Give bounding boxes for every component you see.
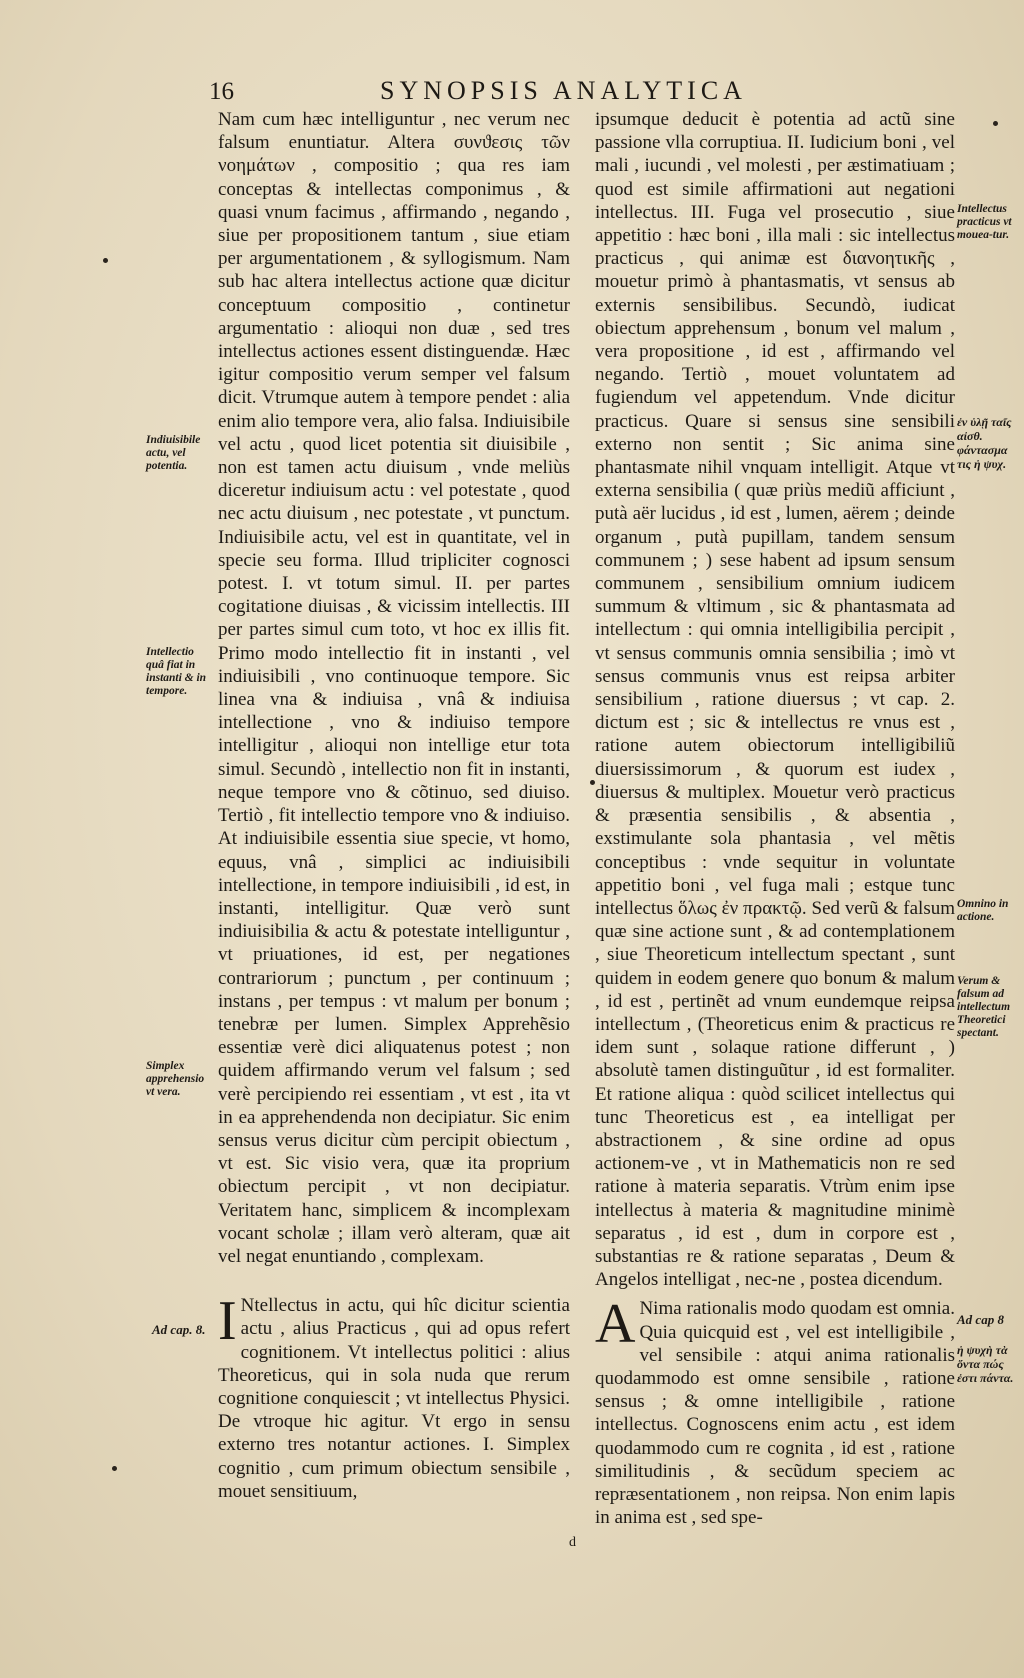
margin-note-omnino: Omnino in actione. (957, 898, 1009, 923)
left-paragraph-1: Nam cum hæc intelliguntur , nec verum nec falsum enuntiatur. Altera συνϑεσις τῶν νοημάτων , compositio ; qua res iam conceptas & intellectas componimus , & quasi vnum facimus , affirmando , negando , siue per propositionem tantum , siue etiam per argumentationem , & syllogismum. Nam sub hac altera intellectus actione quæ dicitur conceptuum compositio , continetur argumentatio : alioqui non duæ , sed tres intellectus actiones essent distinguendæ. Hæc igitur compositio verum semper vel falsum dicit. Vtrumque autem à tempore pendet : alia enim alio tempore vera, alio falsa. Indiuisibile vel actu , quod licet potentia sit diuisibile , non est tamen actu diuisum , vnde meliùs diceretur indiuisum actu : vel potestate , quod nec actu diuisum , nec potestate , vt punctum. Indiuisibile actu, vel est in quantitate, vel in specie seu forma. Illud tripliciter cognosci potest. I. vt totum simul. II. per partes cogitatione diuisas , & vicissim intellectis. III per partes simul cum toto, vt hoc ex illis fit. Primo modo intellectio fit in instanti , vel indiuisibili , vno continuoque tempore. Sic linea vna & indiuisa , vnâ & indiuisa intellectione , vno & indiuiso tempore intelligitur , alioqui non intellige etur tota simul. Secundò , intellectio non fit in instanti, neque tempore vno & cõtinuo, sed diuiso. Tertiò , fit intellectio tempore vno & indiuiso. At indiuisibile essentia siue specie, vt homo, equus, vnâ , simplici ac indiuisibili intellectione, in tempore indiuisibili , id est, in instanti, intelligitur. Quæ verò sunt indiuisibilia & actu & potestate intelliguntur , vt priuationes, id est, per negationes contrariorum ; punctum , per continuum ; instans , per tempus : vt malum per bonum ; tenebræ per lumen. Simplex Apprehẽsio essentiæ verè dici aliquatenus potest ; non quidem affirmando verum vel falsum ; sed verè percipiendo rei essentiam , vt est , ita vt in ea apprehendenda non decipiatur. Sic enim sensus verus dicitur cùm percipit obiectum , vt est. Sic visio vera, quæ ita proprium obiectum percipit , vt non decipiatur. Veritatem hanc, simplicem & incomplexam vocant scholæ ; illam verò alteram, quæ ait vel negat enuntiando , complexam. (218, 109, 570, 1267)
margin-note-greek-1: ἐν ὑλῇ ταῖς αἰσθ. φάντασμα τις ἡ ψυχ. (957, 415, 1012, 471)
margin-note-simplex: Simplex apprehensio vt vera. (146, 1060, 205, 1098)
running-title: SYNOPSIS ANALYTICA (380, 76, 747, 105)
margin-note-intellectio: Intellectio quâ fiat in instanti & in tempore. (146, 646, 207, 697)
initial-letter-A: A (595, 1293, 636, 1356)
margin-note-indivisibile: Indiuisibile actu, vel potentia. (146, 434, 201, 472)
left-paragraph-2 (218, 1290, 570, 1503)
right-paragraph-2 (595, 1293, 955, 1529)
right-paragraph-2-text: Nima rationalis modo quodam est omnia. Quia quicquid est , vel est intelligibile , vel sensibile : atqui anima rationalis quodammodo est omne sensibile , ratione sensus ; & omne intelligibile , ratione intellectus. Cognoscens enim actu , est idem quodammodo cum re cognita , id est , ratione similitudinis , & secũdum speciem ac repræsentationem , non reipsa. Non enim lapis in anima est , sed spe- (595, 1298, 955, 1529)
left-paragraph-2-text: Ntellectus in actu, qui hîc dicitur scientia actu , alius Practicus , qui ad opus refert cognitionem. Vt intellectus politici : alius Theoreticus, qui in sola nuda que rerum cognitione conquiescit ; vt intellectus Physici. De vtroque hic agitur. Vt ergo in sensu externo tres notantur actiones. I. Simplex cognitio , cum primum obiectum sensibile , mouet sensitiuum, (218, 1295, 570, 1502)
page-number: 16 (209, 78, 234, 105)
margin-note-ad-cap-left: Ad cap. 8. (152, 1322, 206, 1337)
left-text-column (218, 108, 570, 1503)
margin-note-practicus: Intellectus practicus vt mouea-tur. (957, 203, 1012, 241)
ink-speck (103, 258, 108, 263)
margin-note-greek-2: ἡ ψυχὴ τὰ ὄντα πώς ἐστι πάντα. (957, 1343, 1014, 1385)
ink-speck (112, 1466, 117, 1471)
signature-mark: d (569, 1535, 576, 1550)
margin-note-verum-falsum: Verum & falsum ad intellectum Theoretici spectant. (957, 975, 1011, 1039)
ink-speck (993, 121, 998, 126)
margin-note-ad-cap-right: Ad cap 8 (957, 1312, 1004, 1327)
right-text-column (595, 108, 955, 1529)
ink-speck (590, 780, 595, 785)
right-paragraph-1: ipsumque deducit è potentia ad actũ sine passione vlla corruptiua. II. Iudicium boni , vel mali , iucundi , vel molesti , per æstimatiuam ; quod est simile affirmationi aut negationi intellectus. III. Fuga vel prosecutio , siue appetitio : hæc boni , illa mali : sic intellectus practicus , qui animæ est διανοητικῆς , mouetur primò à phantasmatis, vt sensus ab externis sensibilibus. Secundò, iudicat obiectum apprehensum , bonum vel malum , vera propositione , id est , affirmando vel negando. Tertiò , mouet voluntatem ad fugiendum vel appetendum. Vnde dicitur practicus. Quare si sensus sine sensibili externo non sentit ; Sic anima sine phantasmate nihil vnquam intelligit. Atque vt externa sensibilia ( quæ priùs mediũ afficiunt , putà aër lucidus , id est , lumen, aërem ; deinde organum , putà pupillam, tandem sensum communem ; ) sese habent ad ipsum sensum communem , sensibilium omnium iudicem summum & vltimum , sic & phantasmata ad intellectum : qui omnia intelligibilia percipit , vt sensus communis omnia sensibilia ; imò vt sensus communis vnus est reipsa arbiter sensibilium , ratione diuersus ; vt cap. 2. dictum est ; sic & intellectus re vnus est , ratione autem obiectorum intelligibiliũ diuersissimorum , & quorum est iudex , diuersus & multiplex. Mouetur verò practicus & præsentia sensibilis , & absentia , exstimulante sola phantasia , vel mẽtis conceptibus : vnde sequitur in voluntate appetitio boni , vel fuga mali ; estque tunc intellectus ὅλως ἐν πρακτῷ. Sed verũ & falsum quæ sine actione sunt , & ad contemplationem , siue Theoreticum intellectum spectant , sunt quidem in eodem genere quo bonum & malum , id est , pertinẽt ad vnum eundemque reipsa intellectum , (Theoreticus enim & practicus re idem sunt , solaque ratione differunt , ) absolutè tamen distinguũtur , id est formaliter. Et ratione aliqua : quòd scilicet intellectus qui tunc Theoreticus est , ea intelligat per abstractionem , & sine ordine ad opus actionem-ve , vt in Mathematicis non re sed ratione à materia separatis. Vtrùm enim ipse intellectus à materia & magnitudine minimè separatus , id est , dum in corpore est , substantias re & ratione separatas , Deum & Angelos intelligat , nec-ne , postea dicendum. (595, 109, 955, 1291)
initial-letter-I: I (218, 1290, 237, 1353)
